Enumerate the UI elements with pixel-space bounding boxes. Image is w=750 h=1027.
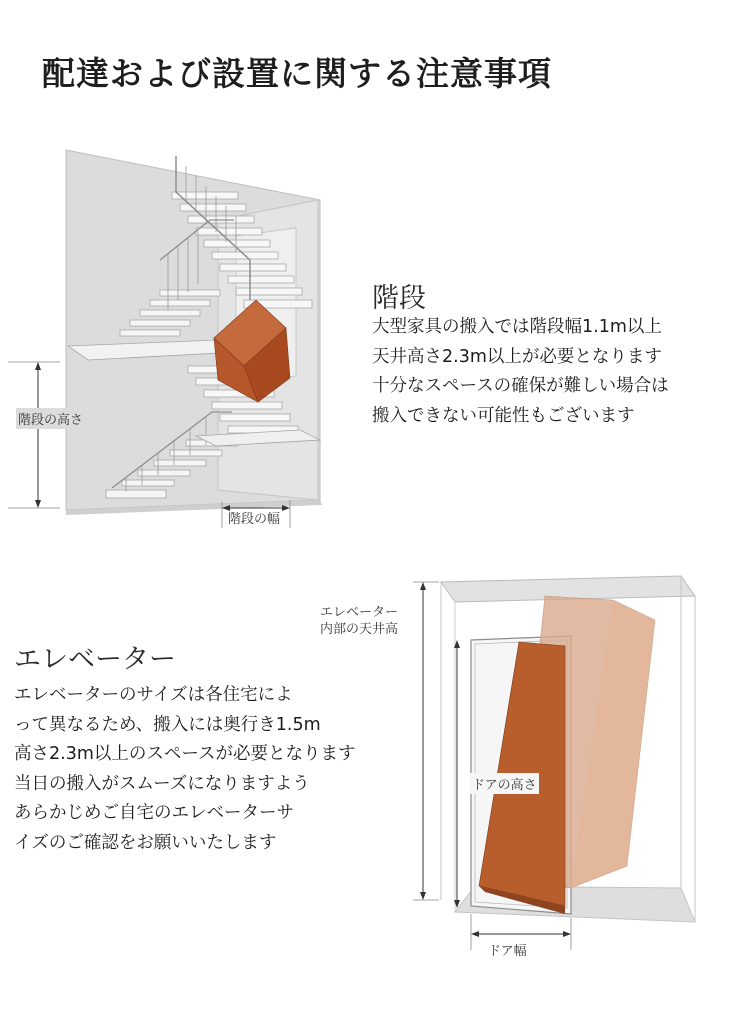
page-title: 配達および設置に関する注意事項 <box>42 54 552 93</box>
stairs-illustration <box>0 140 340 540</box>
stairs-description <box>372 313 669 431</box>
elevator-line: エレベーターのサイズは各住宅によ <box>14 685 293 705</box>
elevator-ceiling-label-line: 内部の天井高 <box>320 622 399 637</box>
door-height-label: ドアの高さ <box>470 773 539 794</box>
door-width-label: ドア幅 <box>488 944 527 959</box>
elevator-illustration <box>395 570 715 970</box>
stairs-heading: 階段 <box>372 283 426 314</box>
elevator-line: 高さ2.3m以上のスペースが必要となります <box>14 744 356 764</box>
elevator-heading: エレベーター <box>14 644 176 675</box>
elevator-line: 当日の搬入がスムーズになりますよう <box>14 773 310 794</box>
elevator-line: イズのご確認をお願いいたします <box>14 832 277 853</box>
stairs-width-label: 階段の幅 <box>228 512 281 527</box>
elevator-description <box>14 681 356 858</box>
elevator-ceiling-label <box>320 604 398 638</box>
elevator-line: あらかじめご自宅のエレベーターサ <box>14 803 294 823</box>
elevator-ceiling-label-line: エレベーター <box>320 605 399 620</box>
stairs-height-label: 階段の高さ <box>16 408 85 429</box>
stairs-line: 天井高さ2.3m以上が必要となります <box>372 346 662 367</box>
stairs-line: 大型家具の搬入では階段幅1.1m以上 <box>372 317 662 337</box>
stairs-line: 十分なスペースの確保が難しい場合は <box>372 376 669 396</box>
stairs-line: 搬入できない可能性もございます <box>372 405 635 426</box>
elevator-line: って異なるため、搬入には奥行き1.5m <box>14 714 321 735</box>
